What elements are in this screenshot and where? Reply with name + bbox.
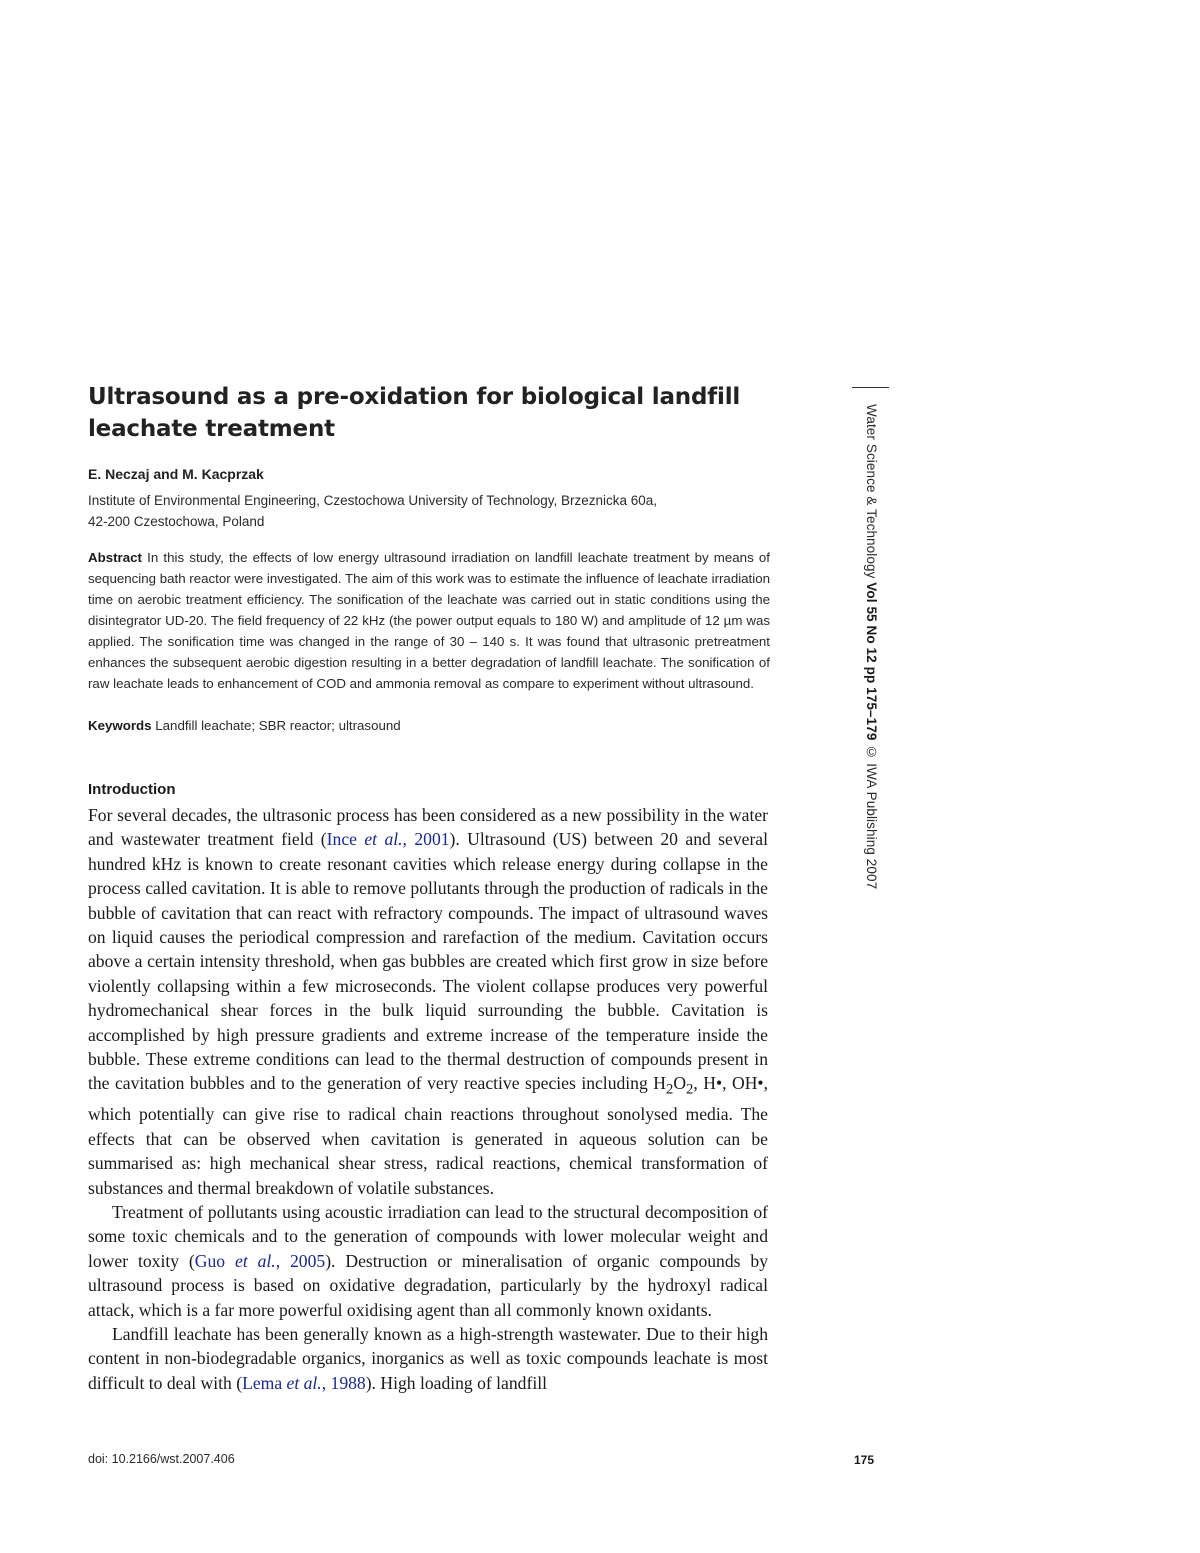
citation-author: Lema bbox=[242, 1372, 287, 1393]
text-run: For several decades, the ultrasonic process has been considered as a new possibility in the water and wastewater treatment field ( bbox=[88, 805, 768, 850]
paragraph bbox=[88, 803, 768, 1200]
affiliation bbox=[88, 490, 788, 532]
keywords bbox=[88, 715, 770, 736]
authors: E. Neczaj and M. Kacprzak bbox=[88, 466, 264, 482]
citation-etal: et al. bbox=[235, 1250, 276, 1271]
section-heading-introduction: Introduction bbox=[88, 781, 176, 798]
keywords-label: Keywords bbox=[88, 718, 152, 733]
affiliation-line: 42-200 Czestochowa, Poland bbox=[88, 514, 265, 529]
volume-info: Vol 55 No 12 pp 175–179 bbox=[864, 582, 879, 741]
sidebar-divider bbox=[852, 387, 889, 388]
doi[interactable]: doi: 10.2166/wst.2007.406 bbox=[88, 1452, 235, 1466]
introduction-body bbox=[88, 803, 768, 1395]
abstract bbox=[88, 547, 770, 694]
citation-link[interactable] bbox=[327, 829, 450, 849]
text-run: Landfill leachate has been generally known as a high-strength wastewater. Due to their high content in non-biodegradable organics, inorganics as well as toxic compounds leachate is most difficult to deal with ( bbox=[88, 1324, 768, 1393]
article-title: Ultrasound as a pre-oxidation for biological landfill leachate treatment bbox=[88, 384, 741, 442]
subscript: 2 bbox=[686, 1081, 694, 1098]
text-run: O bbox=[673, 1073, 687, 1094]
paragraph bbox=[88, 1322, 768, 1395]
citation-etal: et al. bbox=[364, 829, 403, 850]
copyright: © IWA Publishing 2007 bbox=[864, 740, 879, 890]
journal-name: Water Science & Technology bbox=[864, 404, 879, 583]
abstract-label: Abstract bbox=[88, 550, 142, 565]
text-run: Treatment of pollutants using acoustic irradiation can lead to the structural decomposition of some toxic chemicals and to the generation of compounds with lower molecular weight and lower toxity ( bbox=[88, 1202, 768, 1271]
text-run: , H•, OH•, which potentially can give rise to radical chain reactions throughout sonolysed media. The effects that can be observed when cavitation is generated in aqueous solution can be summarised as: high mechanical shear stress, radical reactions, chemical transformation of substances and thermal breakdown of volatile substances. bbox=[88, 1073, 768, 1198]
citation-year: , 2001 bbox=[402, 829, 450, 850]
journal-sidebar bbox=[864, 404, 879, 889]
keywords-text: Landfill leachate; SBR reactor; ultrasound bbox=[155, 718, 401, 733]
text-run: ). High loading of landfill bbox=[365, 1372, 547, 1393]
text-run: ). Destruction or mineralisation of organic compounds by ultrasound process is based on oxidative degradation, particularly by the hydroxyl radical attack, which is a far more powerful oxidising agent than all commonly known oxidants. bbox=[88, 1250, 769, 1320]
citation-link[interactable] bbox=[242, 1373, 366, 1393]
text-run: ). Ultrasound (US) between 20 and several hundred kHz is known to create resonant cavities which release energy during collapse in the process called cavitation. It is able to remove pollutants through the production of radicals in the bubble of cavitation that can react with refractory compounds. The impact of ultrasound waves on liquid causes the periodical compression and rarefaction of the medium. Cavitation occurs above a certain intensity threshold, when gas bubbles are created which first grow in size before violently collapsing within a few microseconds. The violent collapse produces very powerful hydromechanical shear forces in the bulk liquid surrounding the bubble. Cavitation is accomplished by high pressure gradients and extreme increase of the temperature inside the bubble. These extreme conditions can lead to the thermal destruction of compounds present in the cavitation bubbles and to the generation of very reactive species including H bbox=[88, 829, 768, 1094]
citation-author: Guo bbox=[194, 1250, 236, 1271]
paragraph bbox=[88, 1200, 768, 1322]
page-number: 175 bbox=[854, 1453, 875, 1467]
subscript: 2 bbox=[665, 1081, 674, 1098]
citation-year: , 1988 bbox=[321, 1372, 366, 1393]
citation-year: , 2005 bbox=[275, 1250, 326, 1271]
citation-link[interactable] bbox=[195, 1251, 325, 1271]
affiliation-line: Institute of Environmental Engineering, Czestochowa University of Technology, Brzeznicka 60a, bbox=[88, 493, 658, 508]
citation-author: Ince bbox=[326, 829, 365, 850]
citation-etal: et al. bbox=[286, 1372, 322, 1393]
abstract-text: In this study, the effects of low energy ultrasound irradiation on landfill leachate treatment by means of sequencing bath reactor were investigated. The aim of this work was to estimate the influence of leachate irradiation time on aerobic treatment efficiency. The sonification of the leachate was carried out in static conditions using the disintegrator UD-20. The field frequency of 22 kHz (the power output equals to 180 W) and amplitude of 12 µm was applied. The sonification time was changed in the range of 30 – 140 s. It was found that ultrasonic pretreatment enhances the subsequent aerobic digestion resulting in a better degradation of landfill leachate. The sonification of raw leachate leads to enhancement of COD and ammonia removal as compare to experiment without ultrasound. bbox=[88, 550, 770, 691]
